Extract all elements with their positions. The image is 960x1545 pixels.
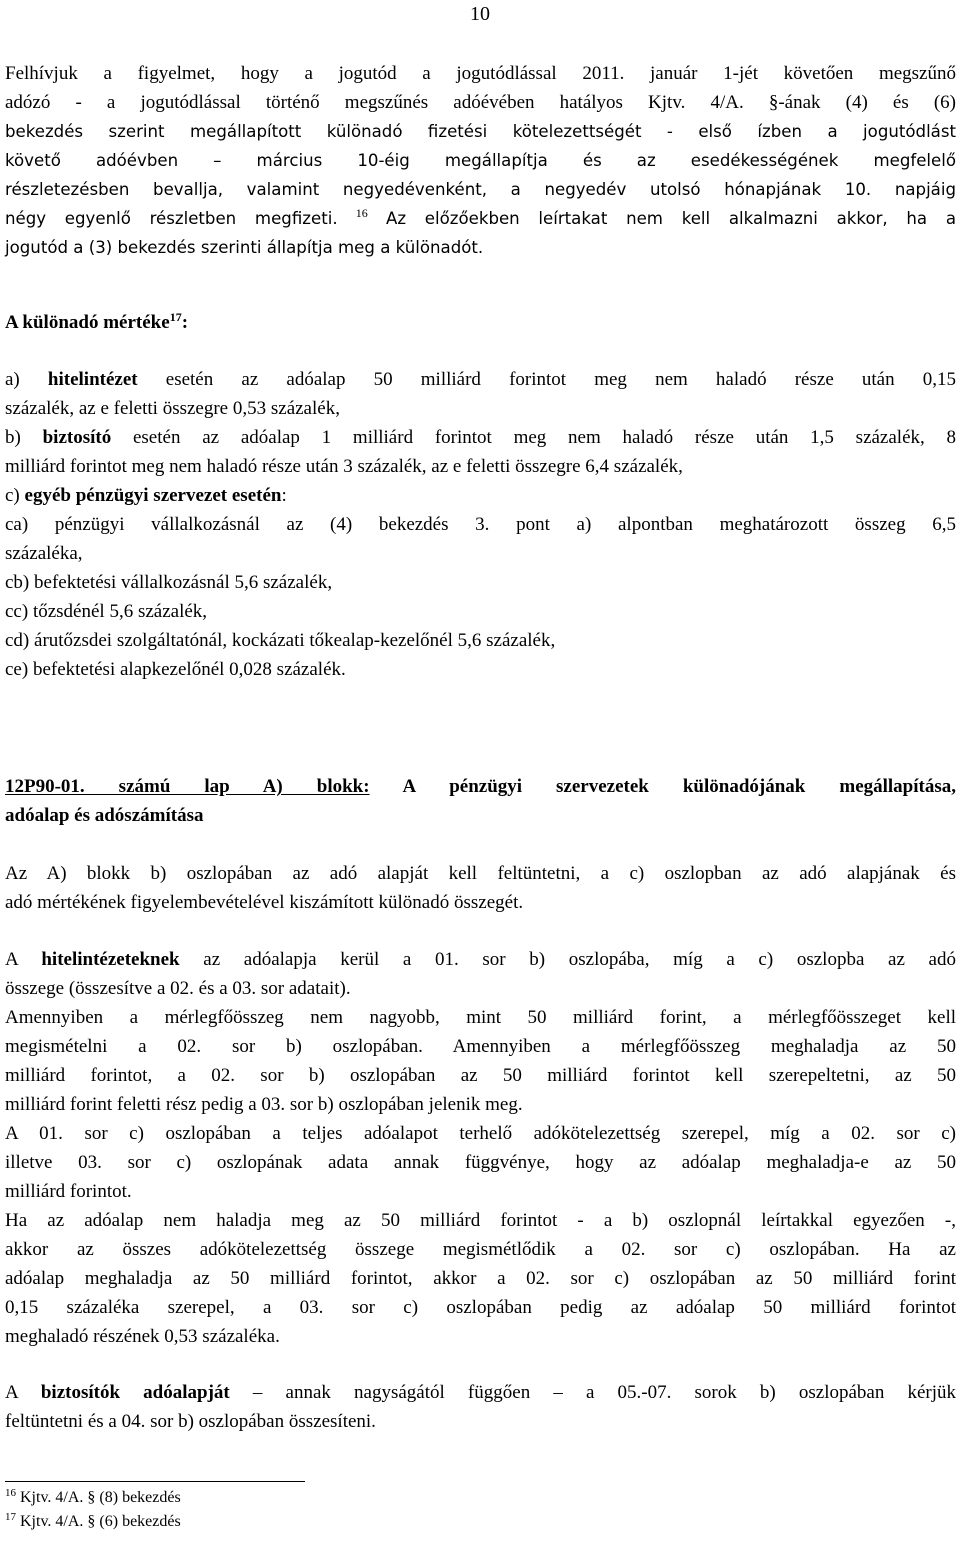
para-keyword: hitelintézeteknek <box>41 949 180 970</box>
footnote-number: 16 <box>5 1487 16 1499</box>
item-marker: b) <box>5 427 21 448</box>
section-title-cont: adóalap és adószámítása <box>5 805 204 826</box>
footnote-17 <box>5 1510 181 1534</box>
rate-heading-text: A különadó mértéke <box>5 312 170 333</box>
item-marker: a) <box>5 369 20 390</box>
para-line: illetve 03. sor c) oszlopának adata annak függvénye, hogy az adóalap meghaladja-e az 50 <box>5 1152 956 1173</box>
rate-item-ce: ce) befektetési alapkezelőnél 0,028 százalék. <box>5 659 346 680</box>
para-line: adóalap meghaladja az 50 milliárd forintot, akkor a 02. sor c) oszlopában az 50 milliárd forint <box>5 1268 956 1289</box>
footnote-text: Kjtv. 4/A. § (6) bekezdés <box>20 1513 181 1530</box>
rate-item-ca: ca) pénzügyi vállalkozásnál az (4) bekezdés 3. pont a) alpontban meghatározott összeg 6,5 <box>5 514 956 535</box>
para-line: Amennyiben a mérlegfőösszeg nem nagyobb, mint 50 milliárd forint, a mérlegfőösszeget kell <box>5 1007 956 1028</box>
paragraph-3 <box>5 1378 956 1436</box>
intro-line: Felhívjuk a figyelmet, hogy a jogutód a jogutódlással 2011. január 1-jét követően megszűnő <box>5 63 956 84</box>
intro-line: jogutód a (3) bekezdés szerinti állapítja meg a különadót. <box>5 238 484 257</box>
rates-list <box>5 365 956 684</box>
rate-item-b-cont: milliárd forintot meg nem haladó része után 3 százalék, az e feletti összegre 6,4 százalék, <box>5 456 683 477</box>
intro-line: részletezésben bevallja, valamint negyedévenként, a negyedév utolsó hónapjának 10. napjáig <box>5 180 956 199</box>
para-line: Ha az adóalap nem haladja meg az 50 milliárd forintot - a b) oszlopnál leírtakkal egyezően -, <box>5 1210 956 1231</box>
intro-text: négy egyenlő részletben megfizeti. <box>5 209 338 228</box>
para-line: akkor az összes adókötelezettség összege megismétlődik a 02. sor c) oszlopában. Ha az <box>5 1239 956 1260</box>
para-line: Az A) blokk b) oszlopában az adó alapját kell feltüntetni, a c) oszlopban az adó alapjának és <box>5 863 956 884</box>
para-text: A <box>5 1382 18 1403</box>
para-text: A <box>5 949 18 970</box>
rate-item-ca-cont: százaléka, <box>5 543 83 564</box>
item-text: esetén az adóalap 50 milliárd forintot meg nem haladó része után 0,15 <box>165 369 957 390</box>
rate-heading <box>5 308 188 337</box>
rate-item-cc: cc) tőzsdénél 5,6 százalék, <box>5 601 208 622</box>
para-line: milliárd forint feletti rész pedig a 03. sor b) oszlopában jelenik meg. <box>5 1094 523 1115</box>
paragraph-1 <box>5 859 956 917</box>
para-text: – annak nagyságától függően – a 05.-07. sorok b) oszlopában kérjük <box>252 1382 957 1403</box>
para-line: adó mértékének figyelembevételével kiszámított különadó összegét. <box>5 892 524 913</box>
para-line: meghaladó részének 0,53 százaléka. <box>5 1326 280 1347</box>
item-keyword: egyéb pénzügyi szervezet esetén <box>24 485 282 506</box>
para-line: milliárd forintot, a 02. sor b) oszlopában az 50 milliárd forintot kell szerepeltetni, az 50 <box>5 1065 956 1086</box>
rate-item-c <box>5 481 956 510</box>
para-line: A 01. sor c) oszlopában a teljes adóalapot terhelő adókötelezettség szerepel, míg a 02. sor c) <box>5 1123 956 1144</box>
para-line <box>5 1378 956 1407</box>
page-number: 10 <box>470 3 490 25</box>
item-keyword: biztosító <box>42 427 112 448</box>
intro-line: bekezdés szerint megállapított különadó fizetési kötelezettségét - első ízben a jogutódlást <box>5 122 956 141</box>
rate-item-cd: cd) árutőzsdei szolgáltatónál, kockázati tőkealap-kezelőnél 5,6 százalék, <box>5 630 556 651</box>
section-heading-line <box>5 772 956 801</box>
item-text: : <box>281 485 287 506</box>
rate-item-b <box>5 423 956 452</box>
para-text: az adóalapja kerül a 01. sor b) oszlopába, míg a c) oszlopba az adó <box>203 949 956 970</box>
paragraph-2 <box>5 945 956 1351</box>
intro-paragraph <box>5 59 956 262</box>
section-heading <box>5 772 956 830</box>
footnote-16 <box>5 1486 181 1510</box>
item-keyword: hitelintézet <box>47 369 138 390</box>
rate-item-a-cont: százalék, az e feletti összegre 0,53 százalék, <box>5 398 340 419</box>
para-keyword: biztosítók adóalapját <box>40 1382 230 1403</box>
footnotes <box>5 1486 181 1534</box>
rate-item-cb: cb) befektetési vállalkozásnál 5,6 százalék, <box>5 572 333 593</box>
section-code: 12P90-01. számú lap A) blokk: <box>5 776 370 797</box>
intro-line: adózó - a jogutódlással történő megszűnés adóévében hatályos Kjtv. 4/A. §-ának (4) és (6) <box>5 92 956 113</box>
para-line: milliárd forintot. <box>5 1181 132 1202</box>
footnote-text: Kjtv. 4/A. § (8) bekezdés <box>20 1489 181 1506</box>
rate-heading-colon: : <box>181 312 189 333</box>
rate-item-a <box>5 365 956 394</box>
section-title: A pénzügyi szervezetek különadójának megállapítása, <box>402 776 956 797</box>
para-line: megismételni a 02. sor b) oszlopában. Amennyiben a mérlegfőösszeg meghaladja az 50 <box>5 1036 956 1057</box>
footnote-ref-16: 16 <box>355 206 368 220</box>
para-line <box>5 945 956 974</box>
footnote-number: 17 <box>5 1511 16 1523</box>
item-text: esetén az adóalap 1 milliárd forintot meg nem haladó része után 1,5 százalék, 8 <box>132 427 957 448</box>
para-line: 0,15 százaléka szerepel, a 03. sor c) oszlopában pedig az adóalap 50 milliárd forintot <box>5 1297 956 1318</box>
item-marker: c) <box>5 485 20 506</box>
intro-text: Az előzőekben leírtakat nem kell alkalmazni akkor, ha a <box>386 209 956 228</box>
para-line: feltüntetni és a 04. sor b) oszlopában összesíteni. <box>5 1411 376 1432</box>
intro-line <box>5 204 956 233</box>
footnote-divider <box>5 1481 305 1482</box>
para-line: összege (összesítve a 02. és a 03. sor adatait). <box>5 978 351 999</box>
footnote-ref-17: 17 <box>169 310 182 324</box>
intro-line: követő adóévben – március 10-éig megállapítja és az esedékességének megfelelő <box>5 151 956 170</box>
